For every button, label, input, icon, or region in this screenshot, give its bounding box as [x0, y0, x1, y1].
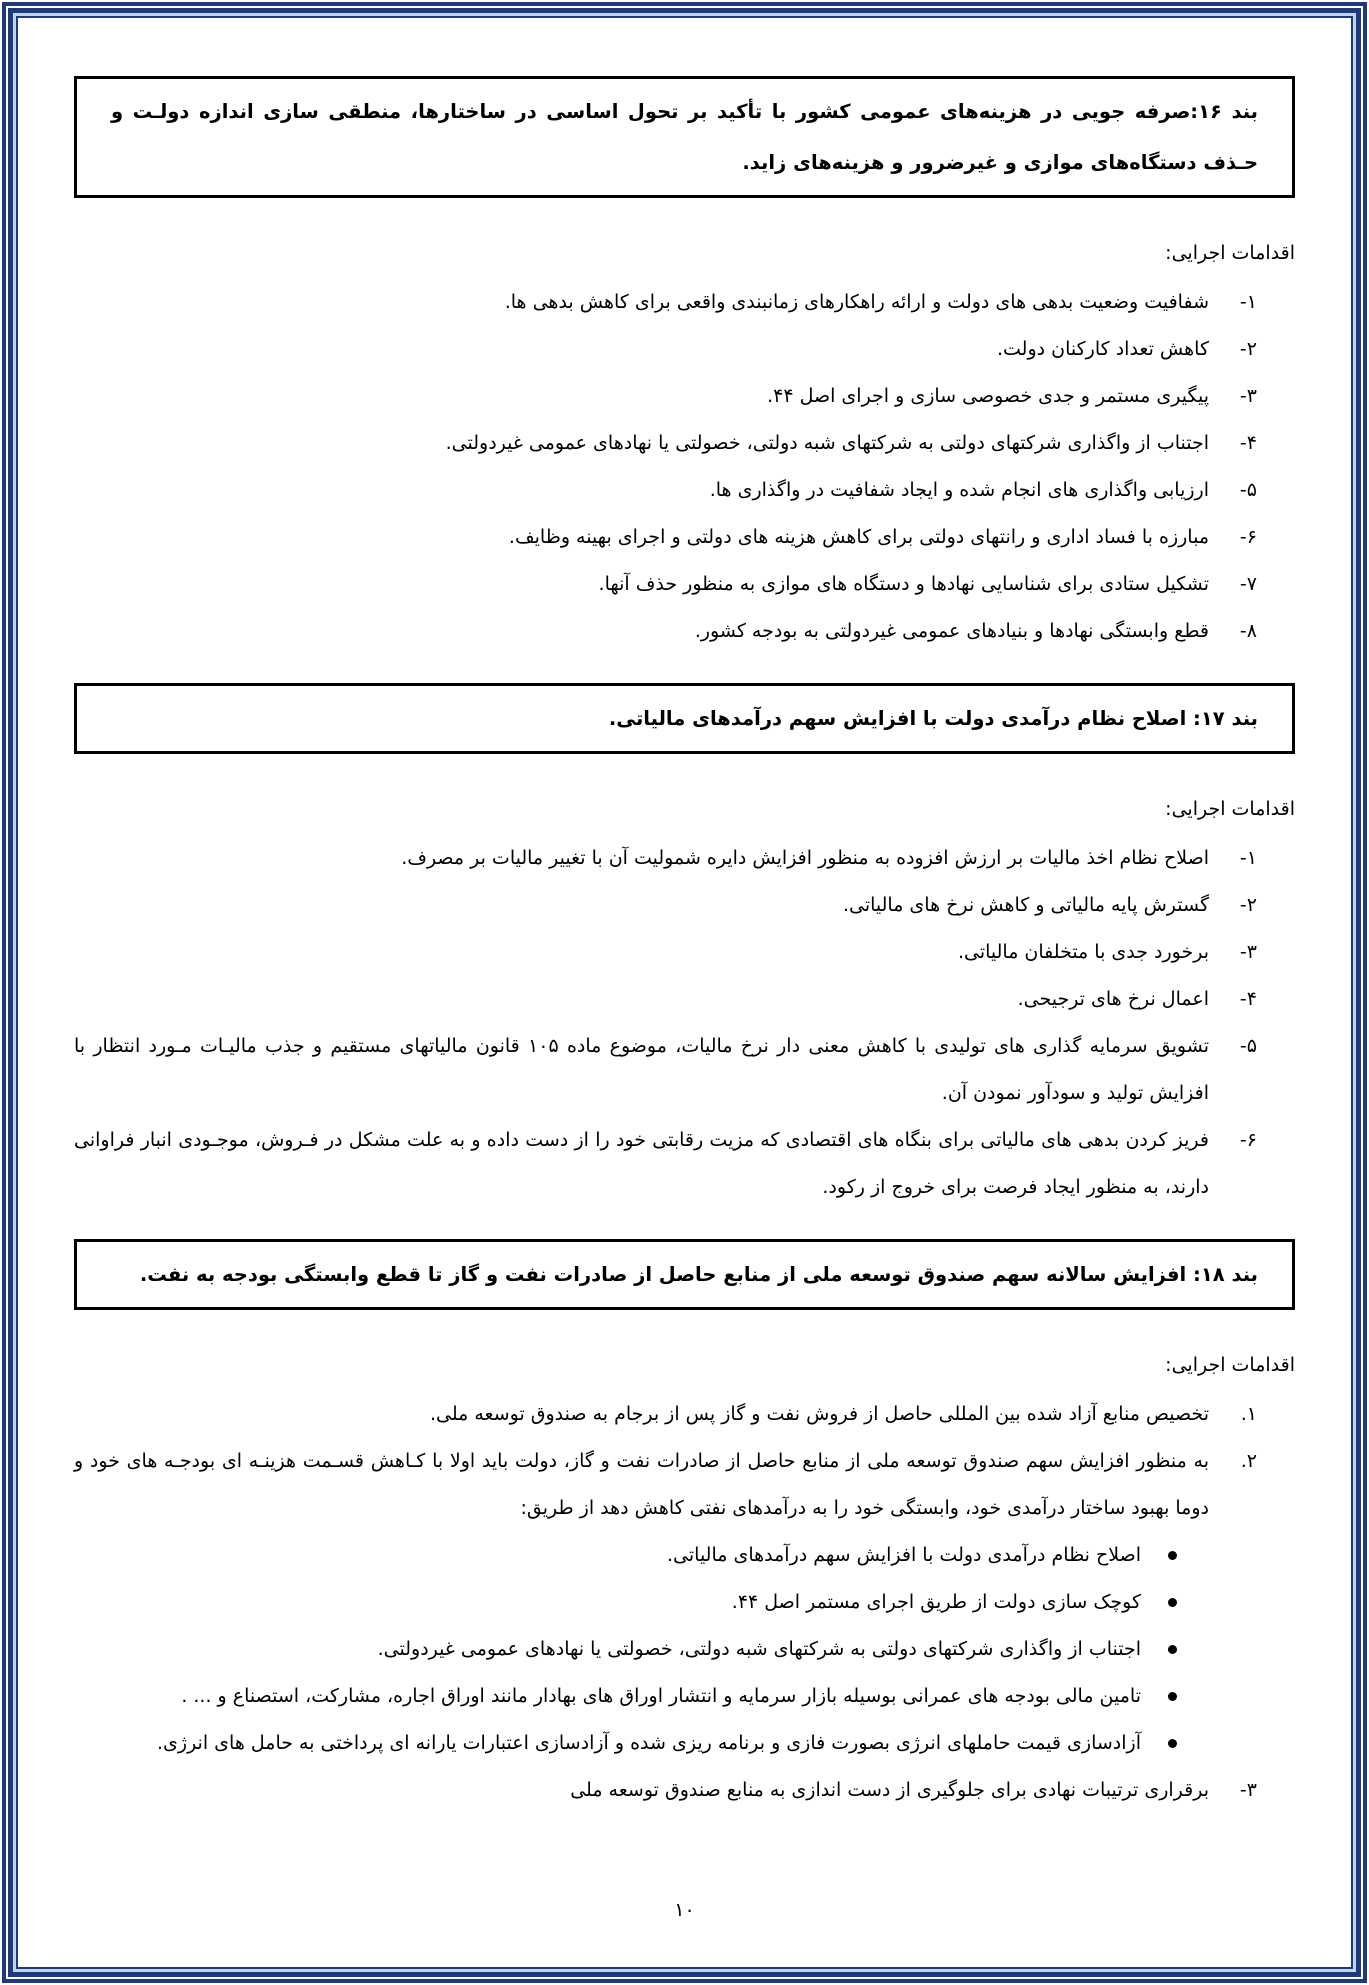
clause-section — [74, 1239, 1295, 1814]
item-text: مبارزه با فساد اداری و رانتهای دولتی برای کاهش هزینه های دولتی و اجرای بهینه وظایف. — [508, 526, 1209, 548]
item-marker: ۴- — [1239, 432, 1257, 454]
list-item — [74, 1117, 1295, 1211]
list-item — [74, 835, 1295, 882]
item-text: برقراری ترتیبات نهادی برای جلوگیری از دست اندازی به منابع صندوق توسعه ملی — [570, 1779, 1209, 1801]
bullet-icon — [1168, 1692, 1177, 1701]
item-marker: ۳- — [1239, 1779, 1257, 1801]
item-text: اعمال نرخ های ترجیحی. — [1017, 988, 1209, 1010]
item-text: تشکیل ستادی برای شناسایی نهادها و دستگاه های موازی به منظور حذف آنها. — [598, 573, 1209, 595]
bullet-item — [74, 1720, 1295, 1767]
item-text: اجتناب از واگذاری شرکتهای دولتی به شرکتهای شبه دولتی، خصولتی یا نهادهای عمومی غیردولتی. — [377, 1638, 1141, 1660]
bullet-item — [74, 1626, 1295, 1673]
item-text: قطع وابستگی نهادها و بنیادهای عمومی غیردولتی به بودجه کشور. — [694, 620, 1209, 642]
item-marker: ۵- — [1239, 479, 1257, 501]
actions-header: اقدامات اجرایی: — [1165, 1354, 1295, 1376]
actions-header: اقدامات اجرایی: — [1165, 798, 1295, 820]
actions-list — [74, 1391, 1295, 1814]
item-marker: ۸- — [1239, 620, 1257, 642]
list-item — [74, 467, 1295, 514]
page-frame-outer — [2, 2, 1367, 1983]
item-marker: ۳- — [1239, 941, 1257, 963]
page-number: ۱۰ — [674, 1899, 695, 1921]
item-marker: ۴- — [1239, 988, 1257, 1010]
bullet-icon — [1168, 1551, 1177, 1560]
list-item — [74, 1023, 1295, 1117]
item-text: شفافیت وضعیت بدهی های دولت و ارائه راهکارهای زمانبندی واقعی برای کاهش بدهی ها. — [504, 291, 1209, 313]
bullet-item — [74, 1579, 1295, 1626]
item-marker: ۳- — [1239, 385, 1257, 407]
bullet-icon — [1168, 1645, 1177, 1654]
item-text: ارزیابی واگذاری های انجام شده و ایجاد شفافیت در واگذاری ها. — [709, 479, 1209, 501]
clause-title: بند ۱۷: اصلاح نظام درآمدی دولت با افزایش سهم درآمدهای مالیاتی. — [608, 707, 1258, 730]
item-text: فریز کردن بدهی های مالیاتی برای بنگاه های اقتصادی که مزیت رقابتی خود را از دست داده و به علت مشکل در فـروش، موجـودی انبار فراوانی دارند، به منظور ایجاد فرصت برای خروج از رکود. — [74, 1129, 1209, 1198]
item-marker: ۲- — [1239, 338, 1257, 360]
list-item — [74, 929, 1295, 976]
item-text: اجتناب از واگذاری شرکتهای دولتی به شرکتهای شبه دولتی، خصولتی یا نهادهای عمومی غیردولتی. — [445, 432, 1209, 454]
bullet-icon — [1168, 1739, 1177, 1748]
item-marker: ۶- — [1239, 1129, 1257, 1151]
bullet-cell — [1141, 1532, 1177, 1560]
clause-title-box — [74, 683, 1295, 754]
item-text: آزادسازی قیمت حاملهای انرژی بصورت فازی و برنامه ریزی شده و آزادسازی اعتبارات یارانه ای پرداختی به حامل های انرژی. — [156, 1732, 1141, 1754]
clause-title: بند ۱۶:صرفه جویی در هزینه‌های عمومی کشور با تأکید بر تحول اساسی در ساختارها، منطقی سازی اندازه دولـت و حـذف دستگاه‌های موازی و غیرضرور و هزینه‌های زاید. — [111, 100, 1258, 174]
page-frame-light-line — [13, 13, 1356, 1972]
list-item — [74, 326, 1295, 373]
list-item — [74, 1438, 1295, 1532]
bullet-item — [74, 1532, 1295, 1579]
list-item — [74, 882, 1295, 929]
item-text: تخصیص منابع آزاد شده بین المللی حاصل از فروش نفت و گاز پس از برجام به صندوق توسعه ملی. — [429, 1403, 1209, 1425]
item-marker: ۵- — [1239, 1035, 1257, 1057]
actions-header: اقدامات اجرایی: — [1165, 242, 1295, 264]
item-text: تشویق سرمایه گذاری های تولیدی با کاهش معنی دار نرخ مالیات، موضوع ماده ۱۰۵ قانون مالیاتهای مستقیم و جذب مالیـات مـورد انتظار با افزایش تولید و سودآور نمودن آن. — [74, 1035, 1209, 1104]
clause-title-box — [74, 76, 1295, 198]
clause-section — [74, 683, 1295, 1211]
clause-sections — [74, 76, 1295, 1814]
bullet-cell — [1141, 1673, 1177, 1701]
list-item — [74, 373, 1295, 420]
list-item — [74, 420, 1295, 467]
bullet-cell — [1141, 1626, 1177, 1654]
item-marker: ۶- — [1239, 526, 1257, 548]
item-marker: ۱. — [1240, 1403, 1257, 1425]
clause-title: بند ۱۸: افزایش سالانه سهم صندوق توسعه ملی از منابع حاصل از صادرات نفت و گاز تا قطع وابستگی بودجه به نفت. — [139, 1263, 1258, 1286]
list-item — [74, 608, 1295, 655]
item-marker: ۱- — [1239, 291, 1257, 313]
list-item — [74, 514, 1295, 561]
item-marker: ۲- — [1239, 894, 1257, 916]
item-text: تامین مالی بودجه های عمرانی بوسیله بازار سرمایه و انتشار اوراق های بهادار مانند اوراق اجاره، مشارکت، استصناع و ... . — [181, 1685, 1141, 1707]
item-marker: ۱- — [1239, 847, 1257, 869]
bullet-icon — [1168, 1598, 1177, 1607]
item-text: به منظور افزایش سهم صندوق توسعه ملی از منابع حاصل از صادرات نفت و گاز، دولت باید اولا با کـاهش قسـمت هزینـه ای بودجـه های خود و دوما بهبود ساختار درآمدی خود، وابستگی خود را به درآمدهای نفتی کاهش دهد از طریق: — [74, 1450, 1209, 1519]
list-item — [74, 561, 1295, 608]
list-item — [74, 1391, 1295, 1438]
clause-title-box — [74, 1239, 1295, 1310]
page-frame-middle — [8, 8, 1361, 1977]
item-text: برخورد جدی با متخلفان مالیاتی. — [957, 941, 1209, 963]
item-marker: ۲. — [1240, 1450, 1257, 1472]
list-item — [74, 1767, 1295, 1814]
document-content — [18, 18, 1351, 1814]
bullet-cell — [1141, 1579, 1177, 1607]
page-frame-inner — [16, 16, 1353, 1969]
bullet-item — [74, 1673, 1295, 1720]
item-marker: ۷- — [1239, 573, 1257, 595]
list-item — [74, 976, 1295, 1023]
item-text: پیگیری مستمر و جدی خصوصی سازی و اجرای اصل ۴۴. — [767, 385, 1209, 407]
actions-list — [74, 835, 1295, 1211]
item-text: اصلاح نظام اخذ مالیات بر ارزش افزوده به منظور افزایش دایره شمولیت آن با تغییر مالیات بر مصرف. — [401, 847, 1209, 869]
list-item — [74, 279, 1295, 326]
item-text: گسترش پایه مالیاتی و کاهش نرخ های مالیاتی. — [842, 894, 1209, 916]
clause-section — [74, 76, 1295, 655]
bullet-cell — [1141, 1720, 1177, 1748]
actions-list — [74, 279, 1295, 655]
item-text: اصلاح نظام درآمدی دولت با افزایش سهم درآمدهای مالیاتی. — [667, 1544, 1141, 1566]
item-text: کاهش تعداد کارکنان دولت. — [996, 338, 1209, 360]
item-text: کوچک سازی دولت از طریق اجرای مستمر اصل ۴۴. — [731, 1591, 1141, 1613]
